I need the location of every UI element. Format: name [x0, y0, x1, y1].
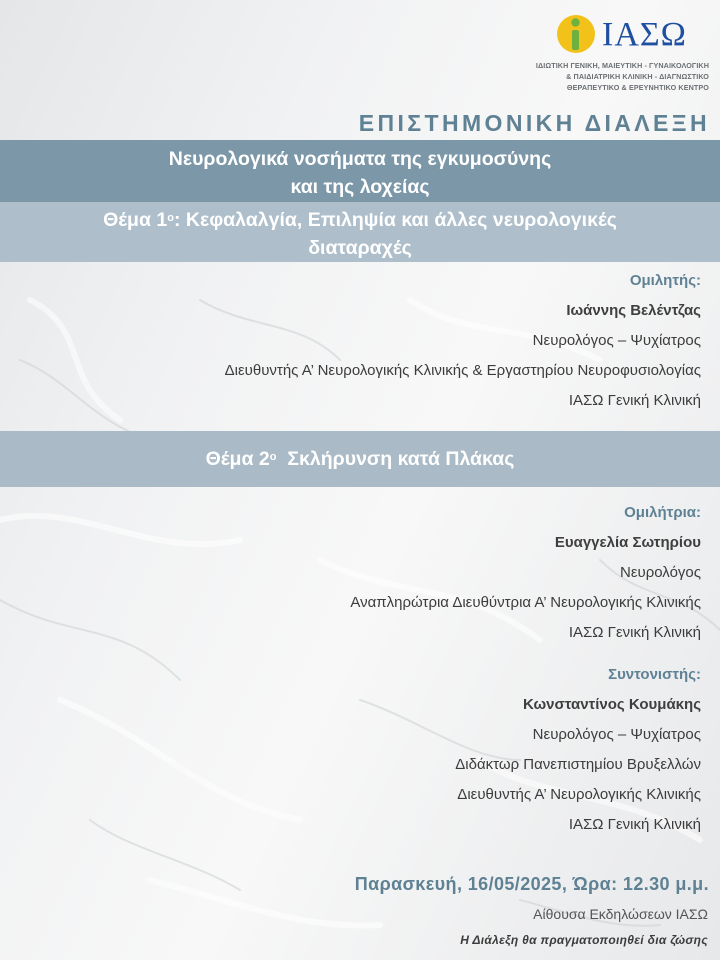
- speaker2-detail: Αναπληρώτρια Διευθύντρια Α’ Νευρολογικής Κλινικής: [350, 594, 701, 611]
- speaker1-detail: Νευρολόγος – Ψυχίατρος: [532, 332, 701, 349]
- speaker1-detail: Διευθυντής Α’ Νευρολογικής Κλινικής & Εργαστηρίου Νευροφυσιολογίας: [224, 362, 701, 379]
- speaker1-name: Ιωάννης Βελέντζας: [566, 302, 701, 319]
- speaker2-block: [350, 498, 701, 648]
- moderator-detail: ΙΑΣΩ Γενική Κλινική: [568, 816, 701, 833]
- speaker2-detail: ΙΑΣΩ Γενική Κλινική: [568, 624, 701, 641]
- topic2-band: [0, 431, 720, 487]
- event-datetime: Παρασκευή, 16/05/2025, Ώρα: 12.30 μ.μ.: [354, 874, 709, 894]
- brand-tagline: [469, 60, 709, 93]
- tagline-line: ΙΔΙΩΤΙΚΗ ΓΕΝΙΚΗ, ΜΑΙΕΥΤΙΚΗ - ΓΥΝΑΙΚΟΛΟΓΙΚΗ: [535, 61, 709, 70]
- speaker1-role: Ομιλητής:: [629, 272, 701, 289]
- topic1-band: [0, 202, 720, 262]
- topic1-ordinal: ο: [167, 212, 174, 224]
- event-note: Η Διάλεξη θα πραγματοποιηθεί δια ζώσης: [460, 933, 708, 947]
- topic2-ordinal: ο: [269, 451, 277, 463]
- event-venue: Αίθουσα Εκδηλώσεων ΙΑΣΩ: [533, 906, 708, 922]
- speaker2-detail: Νευρολόγος: [620, 564, 701, 581]
- moderator-detail: Διευθυντής Α’ Νευρολογικής Κλινικής: [457, 786, 701, 803]
- moderator-block: [455, 660, 701, 840]
- tagline-line: ΘΕΡΑΠΕΥΤΙΚΟ & ΕΡΕΥΝΗΤΙΚΟ ΚΕΝΤΡΟ: [566, 83, 709, 92]
- moderator-name: Κωνσταντίνος Κουμάκης: [522, 696, 701, 713]
- moderator-role: Συντονιστής:: [608, 666, 701, 683]
- topic1-line-2: διαταραχές: [308, 237, 412, 259]
- lecture-title-line-2: και της λοχείας: [290, 176, 430, 198]
- lecture-title-band: [0, 140, 720, 202]
- moderator-detail: Νευρολόγος – Ψυχίατρος: [532, 726, 701, 743]
- topic2-prefix: Θέμα 2: [205, 448, 270, 470]
- speaker1-block: [225, 266, 701, 416]
- tagline-line: & ΠΑΙΔΙΑΤΡΙΚΗ ΚΛΙΝΙΚΗ - ΔΙΑΓΝΩΣΤΙΚΟ: [566, 72, 709, 81]
- moderator-detail: Διδάκτωρ Πανεπιστημίου Βρυξελλών: [455, 756, 701, 773]
- lecture-title-line-1: Νευρολογικά νοσήματα της εγκυμοσύνης: [168, 148, 552, 170]
- speaker2-role: Ομιλήτρια:: [624, 504, 701, 521]
- topic2-title: Σκλήρυνση κατά Πλάκας: [276, 448, 515, 470]
- topic1-prefix: Θέμα 1: [103, 209, 168, 231]
- brand-name: ΙΑΣΩ: [602, 16, 687, 53]
- speaker1-detail: ΙΑΣΩ Γενική Κλινική: [568, 392, 701, 409]
- topic1-title: : Κεφαλαλγία, Επιληψία και άλλες νευρολογικές: [173, 209, 617, 231]
- topic1-line-1: [0, 206, 720, 234]
- speaker2-name: Ευαγγελία Σωτηρίου: [554, 534, 701, 551]
- lecture-heading: ΕΠΙΣΤΗΜΟΝΙΚΗ ΔΙΑΛΕΞΗ: [358, 110, 710, 136]
